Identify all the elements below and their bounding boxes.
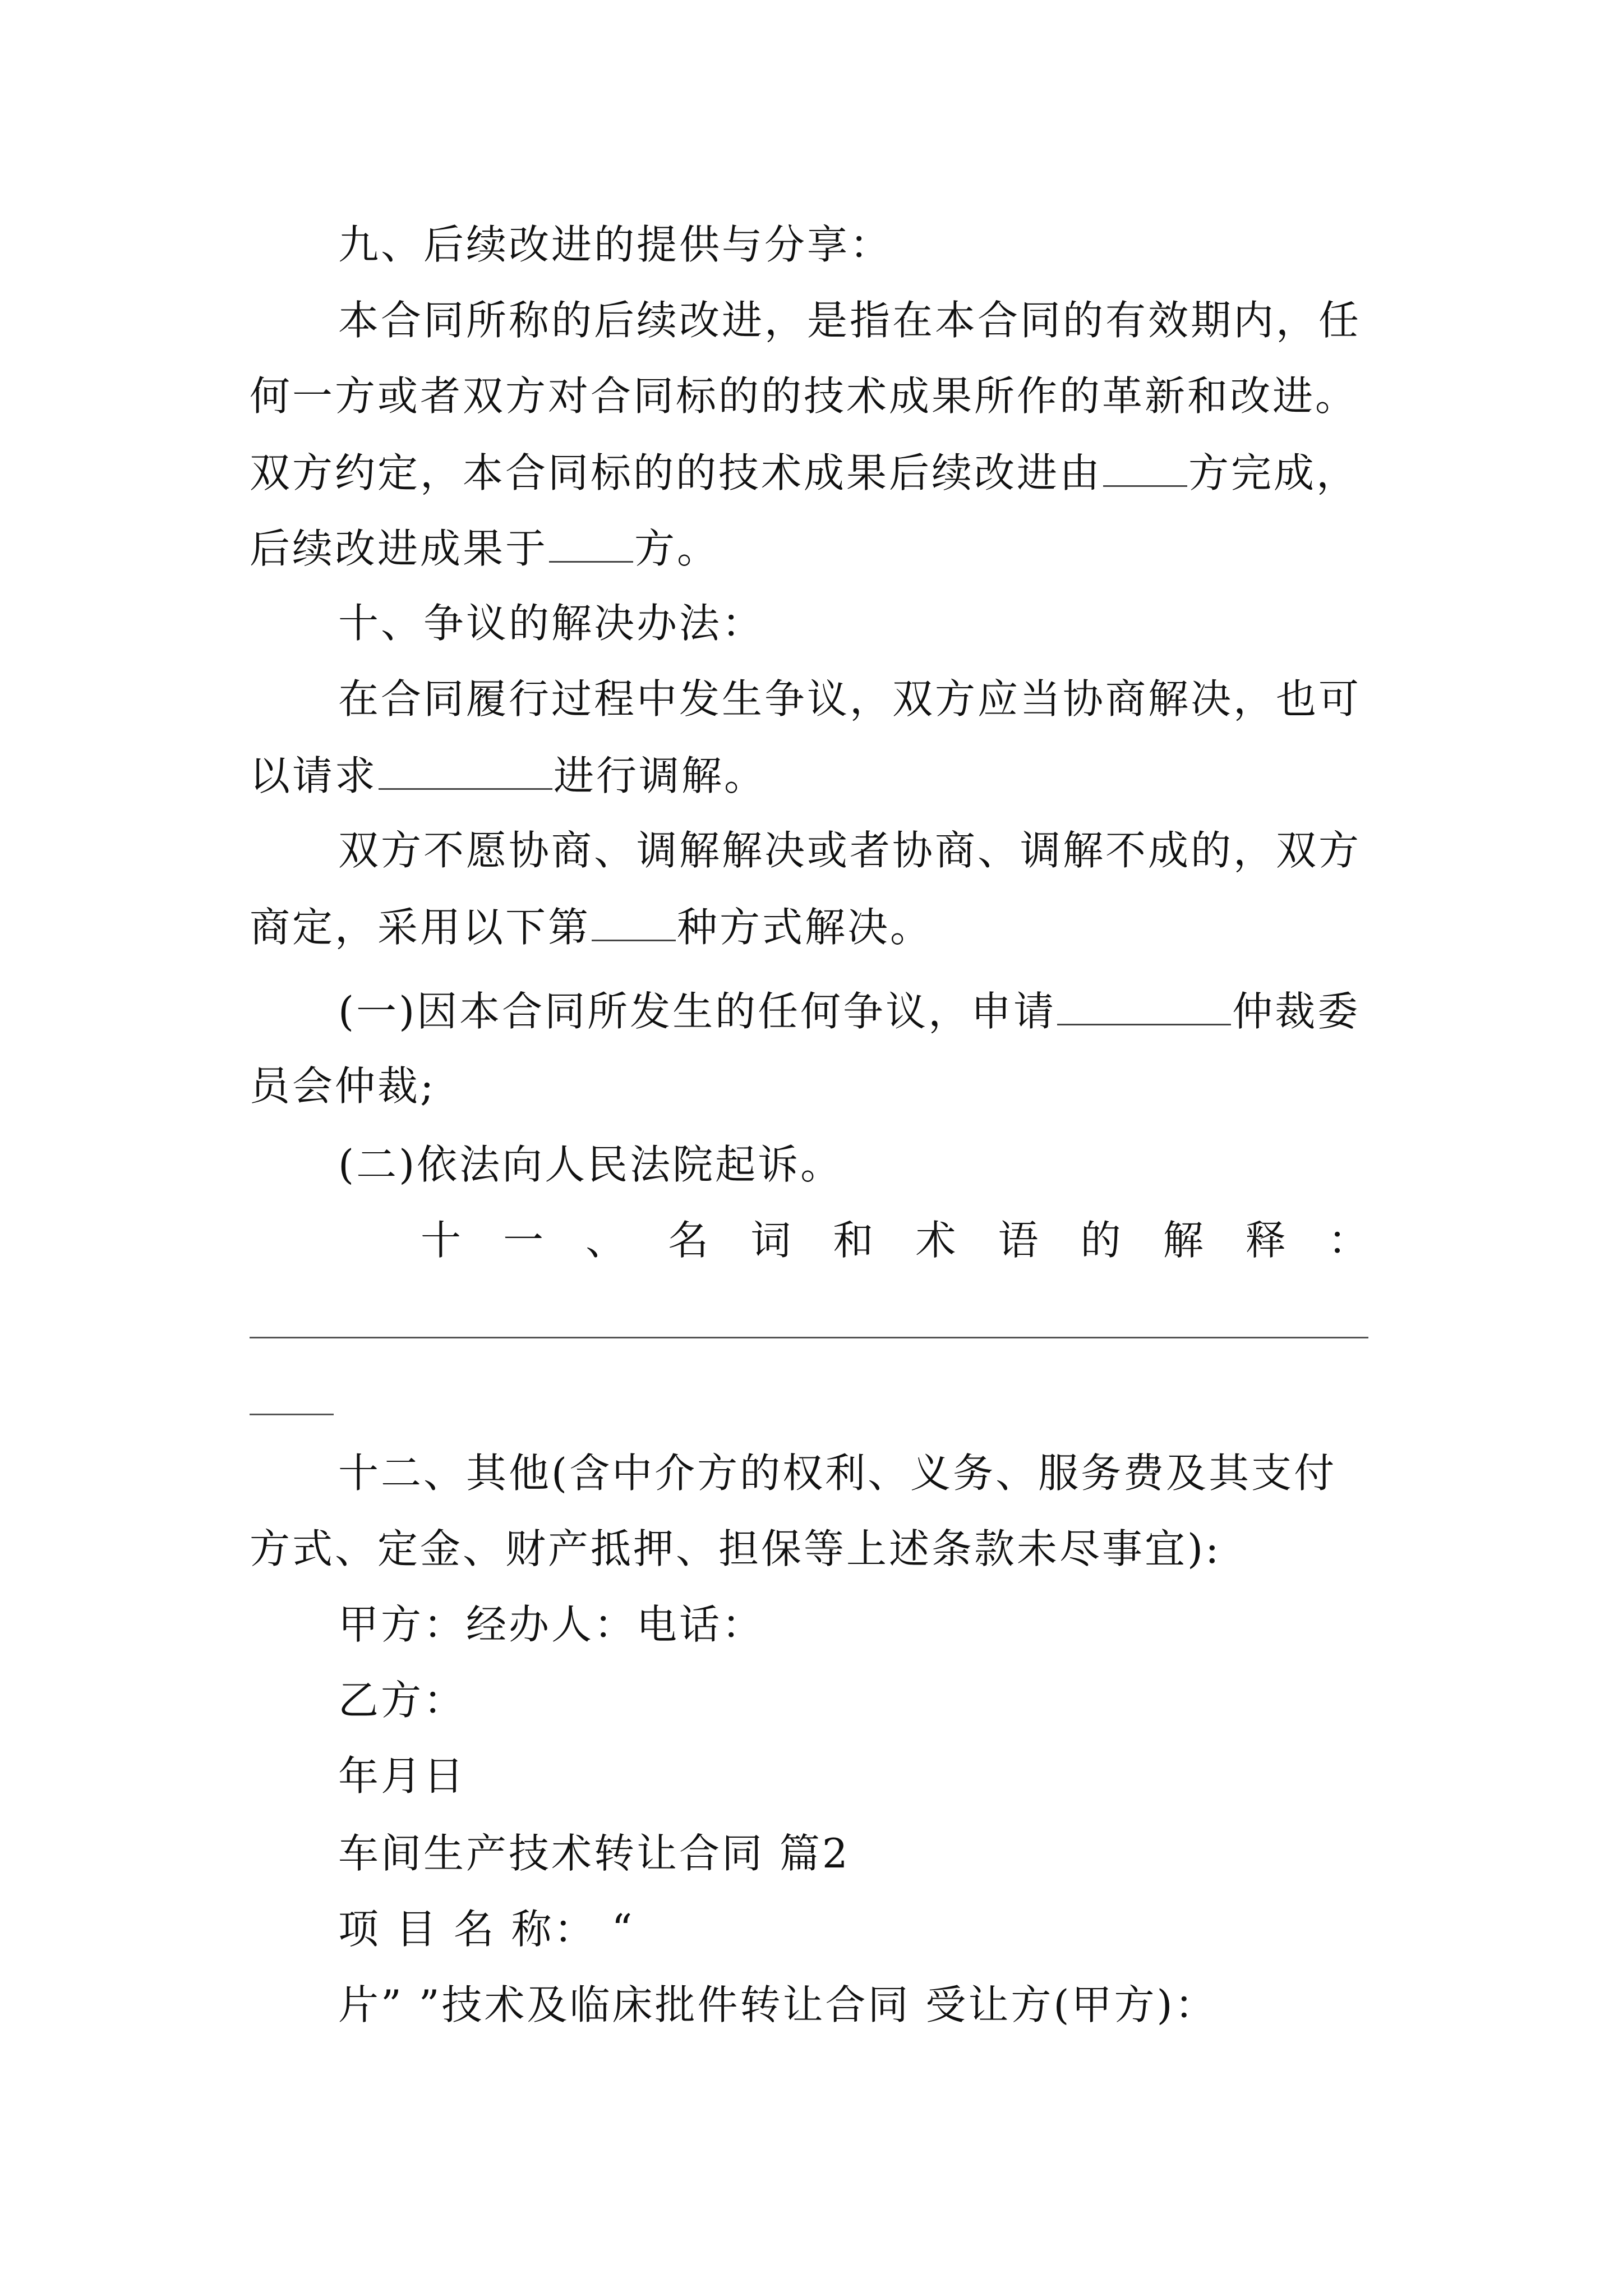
fill-blank bbox=[1057, 990, 1231, 1025]
paragraph-line bbox=[338, 988, 1505, 1035]
heading-char: 语 bbox=[998, 1217, 1039, 1264]
date-line: 年月日 bbox=[338, 1752, 467, 1800]
heading-char: 术 bbox=[915, 1217, 956, 1264]
paragraph-line: 员会仲裁; bbox=[250, 1062, 436, 1110]
party-b-line: 乙方： bbox=[338, 1677, 467, 1724]
heading-char: 释 bbox=[1245, 1217, 1286, 1264]
fill-blank bbox=[379, 754, 552, 790]
section-12-heading: 十二、其他(含中介方的权利、义务、服务费及其支付 bbox=[338, 1450, 1337, 1497]
fill-blank bbox=[549, 527, 633, 563]
section-9-heading: 九、后续改进的提供与分享： bbox=[338, 221, 893, 268]
text-segment: (一)因本合同所发生的任何争议，申请 bbox=[338, 988, 1057, 1035]
paragraph-line: 方式、定金、财产抵押、担保等上述条款未尽事宜): bbox=[250, 1525, 1221, 1572]
heading-char: ： bbox=[1327, 1217, 1368, 1264]
text-segment: 以请求 bbox=[250, 752, 378, 799]
paragraph-line bbox=[250, 449, 1416, 496]
paragraph-line bbox=[250, 525, 1416, 572]
contract-title: 车间生产技术转让合同 篇2 bbox=[338, 1830, 850, 1877]
party-a-line: 甲方：经办人：电话： bbox=[338, 1601, 765, 1648]
heading-char: 和 bbox=[833, 1217, 874, 1264]
text-segment: 方完成， bbox=[1188, 449, 1359, 496]
text-segment: 商定，采用以下第 bbox=[250, 904, 591, 951]
paragraph-line: (二)依法向人民法院起诉。 bbox=[338, 1141, 843, 1188]
section-10-heading: 十、争议的解决办法： bbox=[338, 600, 765, 647]
text-segment: 方。 bbox=[634, 525, 720, 572]
text-segment: 双方约定，本合同标的的技术成果后续改进由 bbox=[250, 449, 1103, 496]
heading-char: 十 bbox=[421, 1217, 462, 1264]
paragraph-line: 双方不愿协商、调解解决或者协商、调解不成的，双方 bbox=[338, 827, 1362, 874]
fill-blank bbox=[1103, 452, 1187, 487]
paragraph-line bbox=[250, 904, 1416, 951]
heading-char: 的 bbox=[1080, 1217, 1121, 1264]
heading-char: 解 bbox=[1163, 1217, 1204, 1264]
paragraph-line bbox=[250, 752, 1416, 799]
fill-line bbox=[250, 1337, 1368, 1338]
text-segment: 仲裁委 bbox=[1232, 988, 1361, 1035]
project-line: 片” ”技术及临床批件转让合同 受让方(甲方)： bbox=[338, 1981, 1218, 2028]
heading-char: 名 bbox=[668, 1217, 709, 1264]
project-name-line: 项 目 名 称： “ bbox=[338, 1906, 635, 1953]
heading-char: 词 bbox=[750, 1217, 791, 1264]
paragraph-line: 本合同所称的后续改进，是指在本合同的有效期内，任 bbox=[338, 297, 1362, 344]
heading-char: 、 bbox=[585, 1217, 626, 1264]
text-segment: 种方式解决。 bbox=[677, 904, 933, 951]
section-11-heading bbox=[421, 1217, 1368, 1264]
heading-char: 一 bbox=[503, 1217, 544, 1264]
text-segment: 后续改进成果于 bbox=[250, 525, 548, 572]
paragraph-line: 在合同履行过程中发生争议，双方应当协商解决，也可 bbox=[338, 675, 1362, 723]
text-segment: 进行调解。 bbox=[554, 752, 767, 799]
fill-blank bbox=[592, 906, 676, 941]
paragraph-line: 何一方或者双方对合同标的的技术成果所作的革新和改进。 bbox=[250, 372, 1358, 420]
fill-line bbox=[250, 1414, 334, 1415]
